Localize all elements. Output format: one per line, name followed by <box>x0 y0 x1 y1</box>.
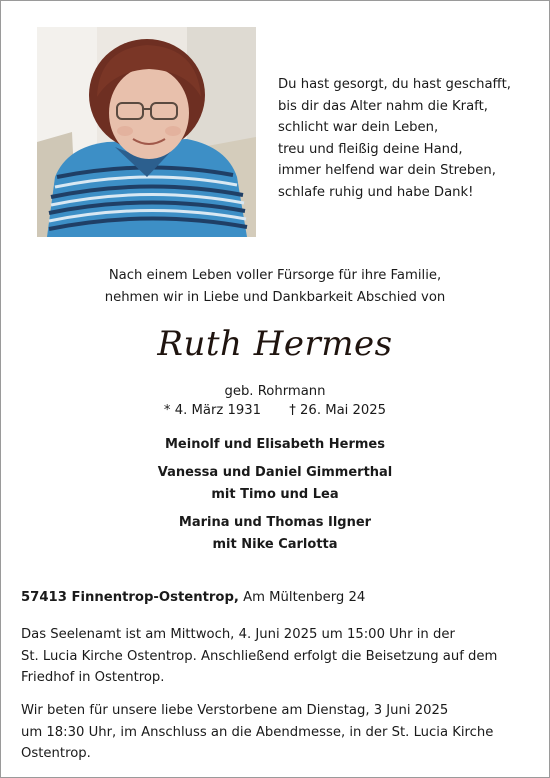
poem-line: immer helfend war dein Streben, <box>278 163 496 178</box>
mourner-group <box>1 512 549 556</box>
service-line: St. Lucia Kirche Ostentrop. Anschließend erfolgt die Beisetzung auf dem <box>21 648 498 664</box>
birth-date: * 4. März 1931 <box>163 403 262 418</box>
mourner-group <box>1 462 549 506</box>
mourner-group <box>1 434 549 456</box>
life-dates <box>1 401 549 421</box>
poem-line: bis dir das Alter nahm die Kraft, <box>278 98 488 114</box>
address-city: 57413 Finnentrop-Ostentrop, <box>21 590 239 605</box>
poem-line: schlafe ruhig und habe Dank! <box>278 184 474 200</box>
intro-line: Nach einem Leben voller Fürsorge für ihre Familie, <box>108 268 442 283</box>
intro-text <box>1 265 549 308</box>
mourner-line: mit Nike Carlotta <box>212 537 338 552</box>
prayer-line: Ostentrop. <box>21 746 91 761</box>
deceased-name: Ruth Hermes <box>157 324 393 364</box>
mourner-line: Marina und Thomas Ilgner <box>178 515 372 530</box>
mourners-list <box>1 434 549 562</box>
mourner-line: mit Timo und Lea <box>211 487 339 502</box>
intro-line: nehmen wir in Liebe und Dankbarkeit Abschied von <box>104 289 446 305</box>
service-info <box>21 624 536 689</box>
address-street: Am Mültenberg 24 <box>243 590 366 605</box>
service-line: Friedhof in Ostentrop. <box>21 670 165 685</box>
poem-line: Du hast gesorgt, du hast geschafft, <box>278 77 512 92</box>
prayer-info <box>21 700 536 765</box>
portrait-photo <box>37 27 256 237</box>
family-address <box>21 590 365 605</box>
service-line: Das Seelenamt ist am Mittwoch, 4. Juni 2025 um 15:00 Uhr in der <box>21 627 455 642</box>
memorial-poem <box>278 74 540 203</box>
mourner-line: Vanessa und Daniel Gimmerthal <box>157 465 393 480</box>
death-date: † 26. Mai 2025 <box>289 403 387 418</box>
prayer-line: um 18:30 Uhr, im Anschluss an die Abendmesse, in der St. Lucia Kirche <box>21 724 494 740</box>
poem-line: treu und fleißig deine Hand, <box>278 141 463 157</box>
prayer-line: Wir beten für unsere liebe Verstorbene am Dienstag, 3 Juni 2025 <box>21 703 449 718</box>
mourner-line: Meinolf und Elisabeth Hermes <box>164 437 385 452</box>
birth-name: geb. Rohrmann <box>224 384 326 399</box>
poem-line: schlicht war dein Leben, <box>278 120 439 135</box>
